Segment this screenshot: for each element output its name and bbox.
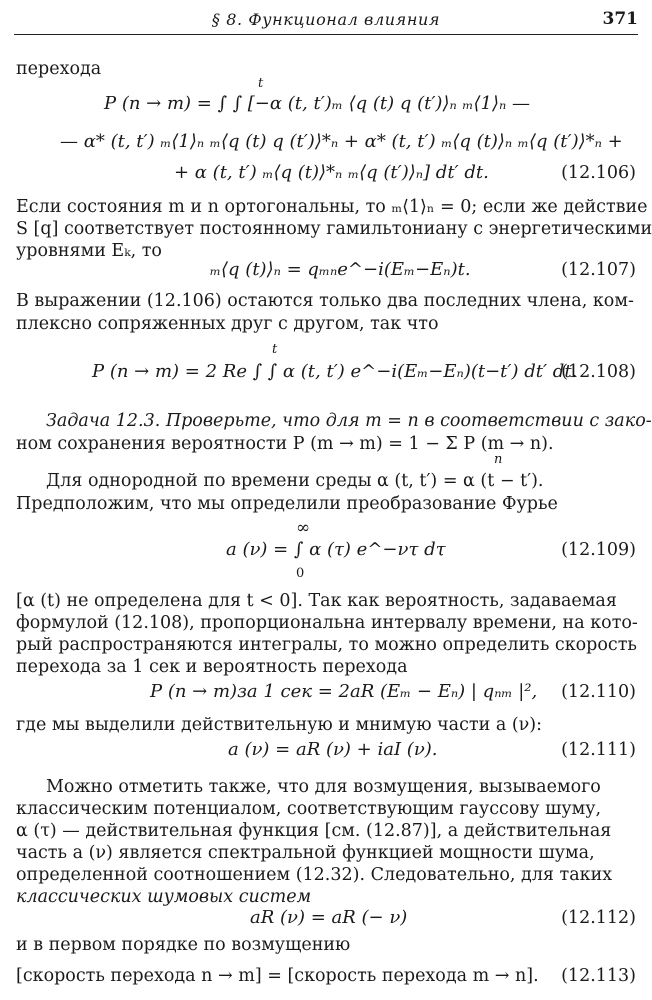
- text-line: формулой (12.108), пропорциональна интервалу времени, на кото-: [16, 613, 638, 633]
- equation-12-111: a (ν) = aR (ν) + iaI (ν).: [228, 739, 438, 760]
- text-line: часть a (ν) является спектральной функцией мощности шума,: [16, 843, 595, 863]
- task-text: Задача 12.3. Проверьте, что для m = n в соответствии с зако-: [46, 411, 652, 431]
- text-line: В выражении (12.106) остаются только два последних члена, ком-: [16, 291, 634, 311]
- text-line: Предположим, что мы определили преобразование Фурье: [16, 494, 558, 514]
- section-title: § 8. Функционал влияния: [211, 10, 441, 29]
- text-line: классических шумовых систем: [16, 887, 312, 907]
- text-line: рый распространяются интегралы, то можно определить скорость: [16, 635, 637, 655]
- text-line: Можно отметить также, что для возмущения, вызываемого: [46, 777, 601, 797]
- text-line: S [q] соответствует постоянному гамильтониану с энергетическими: [16, 219, 652, 239]
- equation-12-113: [скорость перехода n → m] = [скорость перехода m → n].: [16, 966, 539, 986]
- text-line: Для однородной по времени среды α (t, t′) = α (t − t′).: [46, 471, 544, 491]
- integral-upper-limit: t: [272, 342, 278, 357]
- equation-12-110: P (n → m)за 1 сек = 2aR (Eₘ − Eₙ) | qₙₘ |²,: [150, 681, 538, 702]
- text-line: и в первом порядке по возмущению: [16, 935, 351, 955]
- equation-number-12-107: (12.107): [561, 260, 636, 280]
- equation-12-106-line-2: — α* (t, t′) ₘ⟨1⟩ₙ ₘ⟨q (t) q (t′)⟩*ₙ + α* (t, t′) ₘ⟨q (t)⟩ₙ ₘ⟨q (t′)⟩*ₙ +: [60, 131, 623, 152]
- equation-12-109: a (ν) = ∫ α (τ) e^−ντ dτ: [226, 539, 446, 560]
- equation-12-106-line-1: P (n → m) = ∫ ∫ [−α (t, t′)ₘ ⟨q (t) q (t′)⟩ₙ ₘ⟨1⟩ₙ —: [104, 93, 531, 114]
- task-line: [46, 410, 652, 432]
- equation-12-108: P (n → m) = 2 Re ∫ ∫ α (t, t′) e^−i(Eₘ−Eₙ)(t−t′) dt′ dt.: [92, 361, 578, 382]
- integral-upper-limit: ∞: [296, 518, 311, 538]
- text-line: Если состояния m и n ортогональны, то ₘ⟨1⟩ₙ = 0; если же действие: [16, 197, 648, 217]
- equation-number-12-106: (12.106): [561, 163, 636, 183]
- text-line: определенной соотношением (12.32). Следовательно, для таких: [16, 865, 613, 885]
- equation-number-12-110: (12.110): [561, 682, 636, 702]
- equation-12-107: ₘ⟨q (t)⟩ₙ = qₘₙe^−i(Eₘ−Eₙ)t.: [210, 259, 471, 280]
- text-line: плексно сопряженных друг с другом, так что: [16, 314, 439, 334]
- equation-number-12-112: (12.112): [561, 908, 636, 928]
- text-line: ном сохранения вероятности P (m → m) = 1 − Σ P (m → n).: [16, 434, 554, 454]
- equation-number-12-111: (12.111): [561, 740, 636, 760]
- equation-12-106-line-3: + α (t, t′) ₘ⟨q (t)⟩*ₙ ₘ⟨q (t′)⟩ₙ] dt′ dt.: [174, 162, 489, 183]
- text-line: где мы выделили действительную и мнимую части a (ν):: [16, 715, 543, 735]
- equation-number-12-109: (12.109): [561, 540, 636, 560]
- page-number: 371: [602, 9, 638, 29]
- equation-12-112: aR (ν) = aR (− ν): [250, 907, 408, 928]
- text-line: уровнями Eₖ, то: [16, 241, 162, 261]
- running-header: [14, 4, 638, 35]
- summation-index: n: [494, 452, 503, 467]
- text-line: перехода за 1 сек и вероятность перехода: [16, 657, 408, 677]
- text-line: классическим потенциалом, соответствующим гауссову шуму,: [16, 799, 602, 819]
- equation-number-12-108: (12.108): [561, 362, 636, 382]
- integral-upper-limit: t: [258, 76, 264, 91]
- integral-lower-limit: 0: [296, 566, 305, 581]
- text-line: [α (t) не определена для t < 0]. Так как вероятность, задаваемая: [16, 591, 617, 611]
- equation-number-12-113: (12.113): [561, 966, 636, 986]
- text-line: перехода: [16, 59, 102, 79]
- text-line: α (τ) — действительная функция [см. (12.87)], а действительная: [16, 821, 612, 841]
